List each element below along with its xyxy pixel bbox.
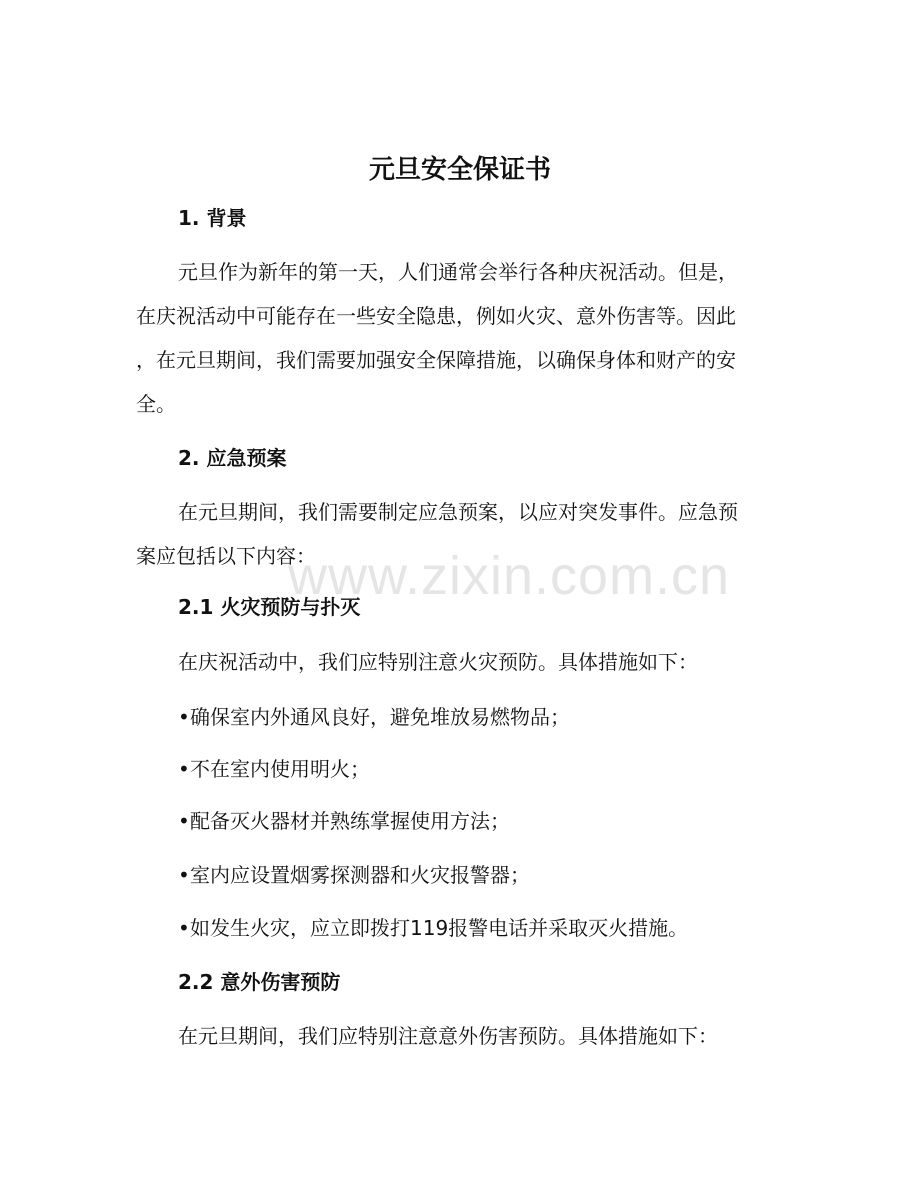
section-2-1-intro: 在庆祝活动中，我们应特别注意火灾预防。具体措施如下： (178, 650, 698, 674)
bullet-icon: • (178, 705, 190, 729)
bullet-icon: • (178, 757, 190, 781)
paragraph-line: ，在元旦期间，我们需要加强安全保障措施，以确保身体和财产的安 (136, 348, 736, 372)
watermark-text: www.zixin.com.cn (288, 546, 731, 606)
paragraph-line: 在庆祝活动中可能存在一些安全隐患，例如火灾、意外伤害等。因此 (136, 304, 736, 328)
paragraph-line: 元旦作为新年的第一天，人们通常会举行各种庆祝活动。但是， (178, 260, 738, 284)
list-item: •如发生火灾，应立即拨打119报警电话并采取灭火措施。 (178, 913, 688, 943)
section-2-paragraph (136, 490, 776, 578)
document-title: 元旦安全保证书 (368, 155, 551, 185)
paragraph-line: 全。 (136, 392, 176, 416)
section-2-2-intro: 在元旦期间，我们应特别注意意外伤害预防。具体措施如下： (178, 1024, 718, 1048)
section-1-heading: 1. 背景 (178, 206, 247, 230)
list-item: •室内应设置烟雾探测器和火灾报警器； (178, 860, 530, 890)
list-item: •配备灭火器材并熟练掌握使用方法； (178, 806, 510, 836)
section-2-1-heading: 2.1 火灾预防与扑灭 (178, 595, 361, 619)
bullet-icon: • (178, 916, 190, 940)
section-2-2-heading: 2.2 意外伤害预防 (178, 970, 341, 994)
list-item: •确保室内外通风良好，避免堆放易燃物品； (178, 702, 570, 732)
list-item: •不在室内使用明火； (178, 754, 370, 784)
bullet-icon: • (178, 863, 190, 887)
paragraph-line: 在元旦期间，我们需要制定应急预案，以应对突发事件。应急预 (178, 500, 738, 524)
section-1-paragraph (136, 250, 776, 426)
section-2-heading: 2. 应急预案 (178, 446, 287, 470)
bullet-icon: • (178, 809, 190, 833)
paragraph-line: 案应包括以下内容： (136, 544, 316, 568)
